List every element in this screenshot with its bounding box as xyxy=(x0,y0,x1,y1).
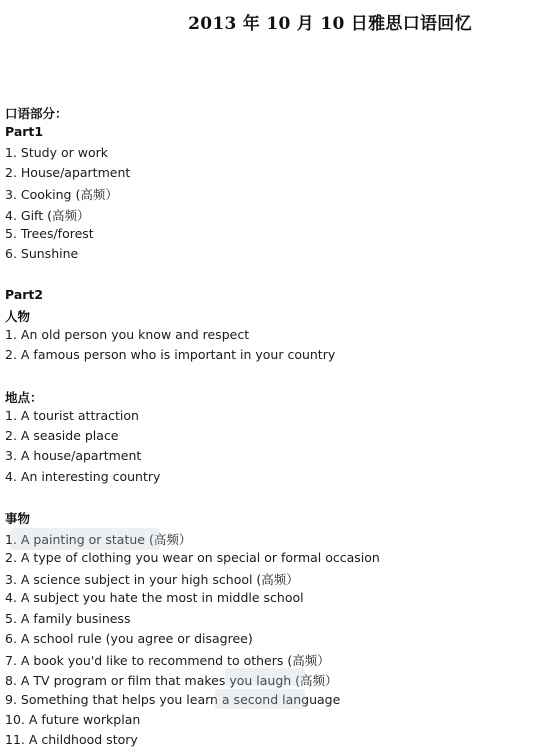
scan-watermark-smudge xyxy=(215,689,305,709)
part1-item: 3. Cooking (高频） xyxy=(5,187,118,202)
things-item: 5. A family business xyxy=(5,611,131,626)
part1-item: 6. Sunshine xyxy=(5,246,79,261)
things-item: 1. A painting or statue (高频） xyxy=(5,532,192,547)
part1-item: 5. Trees/forest xyxy=(5,226,94,241)
things-item: 3. A science subject in your high school (高频） xyxy=(5,572,299,587)
part1-heading: Part1 xyxy=(5,124,44,139)
things-item: 11. A childhood story xyxy=(5,732,138,747)
things-item: 9. Something that helps you learn a second language xyxy=(5,692,341,707)
places-heading: 地点： xyxy=(5,390,43,405)
places-item: 1. A tourist attraction xyxy=(5,408,139,423)
part1-item: 4. Gift (高频） xyxy=(5,208,90,223)
section-heading-speaking: 口语部分： xyxy=(5,106,68,121)
people-item: 1. An old person you know and respect xyxy=(5,327,250,342)
part1-item: 1. Study or work xyxy=(5,145,108,160)
things-item: 7. A book you'd like to recommend to others (高频） xyxy=(5,653,330,668)
scan-watermark-smudge xyxy=(225,668,305,686)
places-item: 3. A house/apartment xyxy=(5,448,142,463)
people-heading: 人物 xyxy=(5,309,31,324)
things-item: 8. A TV program or film that makes you laugh (高频） xyxy=(5,673,338,688)
scan-watermark-smudge xyxy=(10,528,160,550)
page-title: 2013 年 10 月 10 日雅思口语回忆 xyxy=(188,14,472,34)
things-item: 6. A school rule (you agree or disagree) xyxy=(5,631,253,646)
things-item: 2. A type of clothing you wear on special or formal occasion xyxy=(5,550,380,565)
part1-item: 2. House/apartment xyxy=(5,165,131,180)
places-item: 4. An interesting country xyxy=(5,469,161,484)
places-item: 2. A seaside place xyxy=(5,428,119,443)
things-item: 4. A subject you hate the most in middle school xyxy=(5,590,304,605)
people-item: 2. A famous person who is important in your country xyxy=(5,347,336,362)
things-item: 10. A future workplan xyxy=(5,712,141,727)
things-heading: 事物 xyxy=(5,511,31,526)
part2-heading: Part2 xyxy=(5,287,44,302)
